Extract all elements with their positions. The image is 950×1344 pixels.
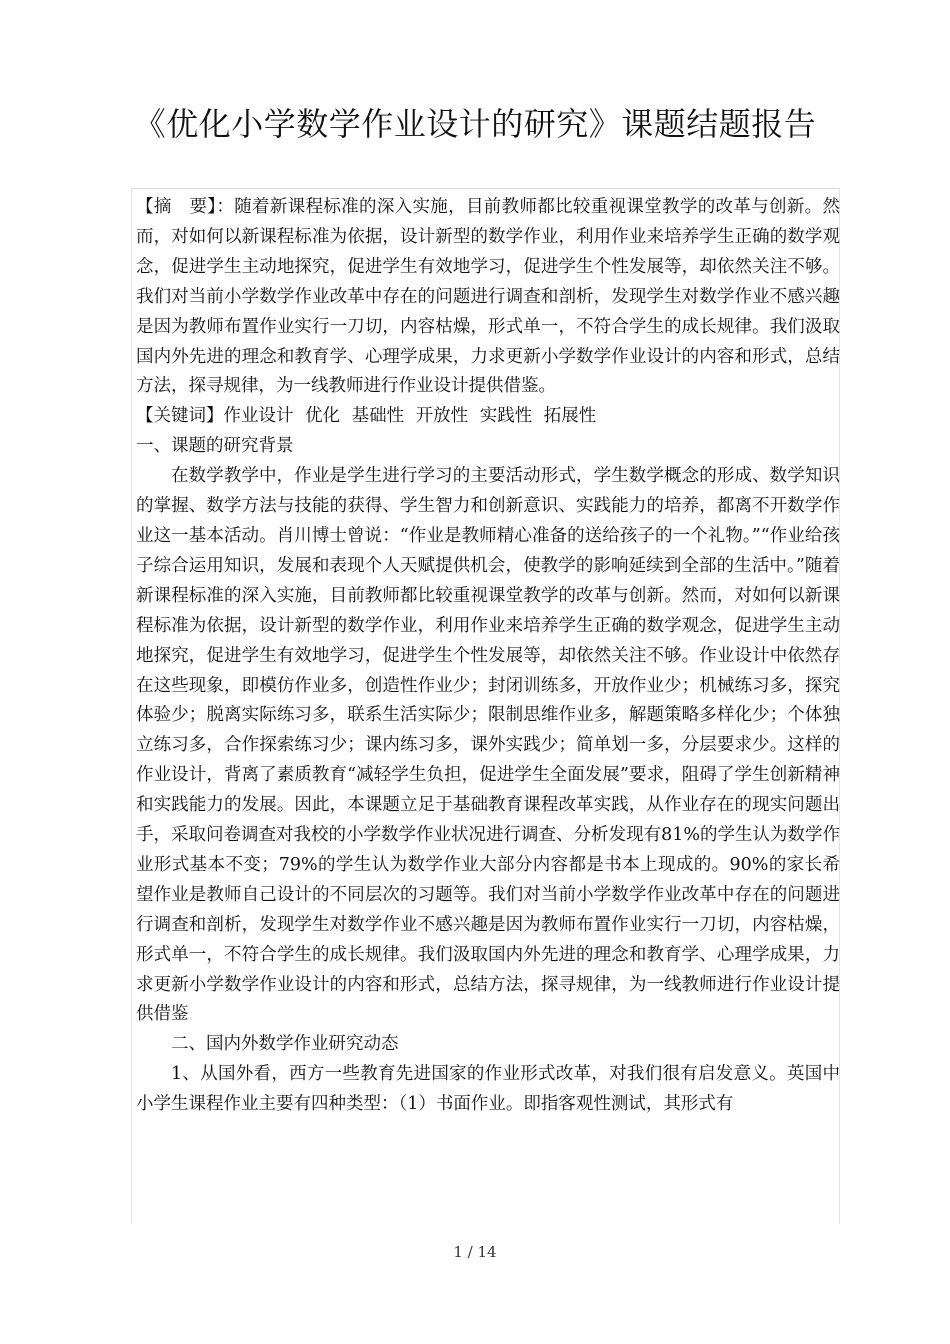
section-1-paragraph: 在数学教学中，作业是学生进行学习的主要活动形式，学生数学概念的形成、数学知识的掌握、数学方法与技能的获得、学生智力和创新意识、实践能力的培养，都离不开数学作业这一基本活动。肖川博士曾说：“作业是教师精心准备的送给孩子的一个礼物。”“作业给孩子综合运用知识，发展和表现个人天赋提供机会，使教学的影响延续到全部的生活中。”随着新课程标准的深入实施，目前教师都比较重视课堂教学的改革与创新。然而，对如何以新课程标准为依据，设计新型的数学作业，利用作业来培养学生正确的数学观念，促进学生主动地探究，促进学生有效地学习，促进学生个性发展等，却依然关注不够。作业设计中依然存在这些现象，即模仿作业多，创造性作业少；封闭训练多，开放作业少；机械练习多，探究体验少；脱离实际练习多，联系生活实际少；限制思维作业多，解题策略多样化少；个体独立练习多，合作探索练习少；课内练习多，课外实践少；简单划一多，分层要求少。这样的作业设计，背离了素质教育“减轻学生负担，促进学生全面发展”要求，阻碍了学生创新精神和实践能力的发展。因此，本课题立足于基础教育课程改革实践，从作业存在的现实问题出手，采取问卷调查对我校的小学数学作业状况进行调查、分析发现有81%的学生认为数学作业形式基本不变；79%的学生认为数学作业大部分内容都是书本上现成的。90%的家长希望作业是教师自己设计的不同层次的习题等。我们对当前小学数学作业改革中存在的问题进行调查和剖析，发现学生对数学作业不感兴趣是因为教师布置作业实行一刀切，内容枯燥，形式单一，不符合学生的成长规律。我们汲取国内外先进的理念和教育学、心理学成果，力求更新小学数学作业设计的内容和形式，总结方法，探寻规律，为一线教师进行作业设计提供借鉴 (136, 466, 840, 1025)
document-title: 《优化小学数学作业设计的研究》课题结题报告 (133, 105, 817, 143)
page-number: 1 / 14 (453, 1243, 497, 1261)
document-body (136, 193, 840, 1120)
section-2-heading: 二、国内外数学作业研究动态 (171, 1034, 399, 1055)
text-frame-top-border (131, 188, 839, 189)
keywords-line: 【关键词】作业设计 优化 基础性 开放性 实践性 拓展性 (136, 406, 597, 427)
abstract-paragraph: 【摘 要】：随着新课程标准的深入实施，目前教师都比较重视课堂教学的改革与创新。然而，对如何以新课程标准为依据，设计新型的数学作业，利用作业来培养学生正确的数学观念，促进学生主动地探究，促进学生有效地学习，促进学生个性发展等，却依然关注不够。我们对当前小学数学作业改革中存在的问题进行调查和剖析，发现学生对数学作业不感兴趣是因为教师布置作业实行一刀切，内容枯燥，形式单一，不符合学生的成长规律。我们汲取国内外先进的理念和教育学、心理学成果，力求更新小学数学作业设计的内容和形式，总结方法，探寻规律，为一线教师进行作业设计提供借鉴。 (136, 197, 840, 397)
text-frame-left-border (131, 188, 132, 1224)
section-1-heading: 一、课题的研究背景 (136, 436, 294, 457)
section-2-paragraph: 1、从国外看，西方一些教育先进国家的作业形式改革，对我们很有启发意义。英国中小学生课程作业主要有四种类型：（1）书面作业。即指客观性测试，其形式有 (136, 1064, 840, 1115)
